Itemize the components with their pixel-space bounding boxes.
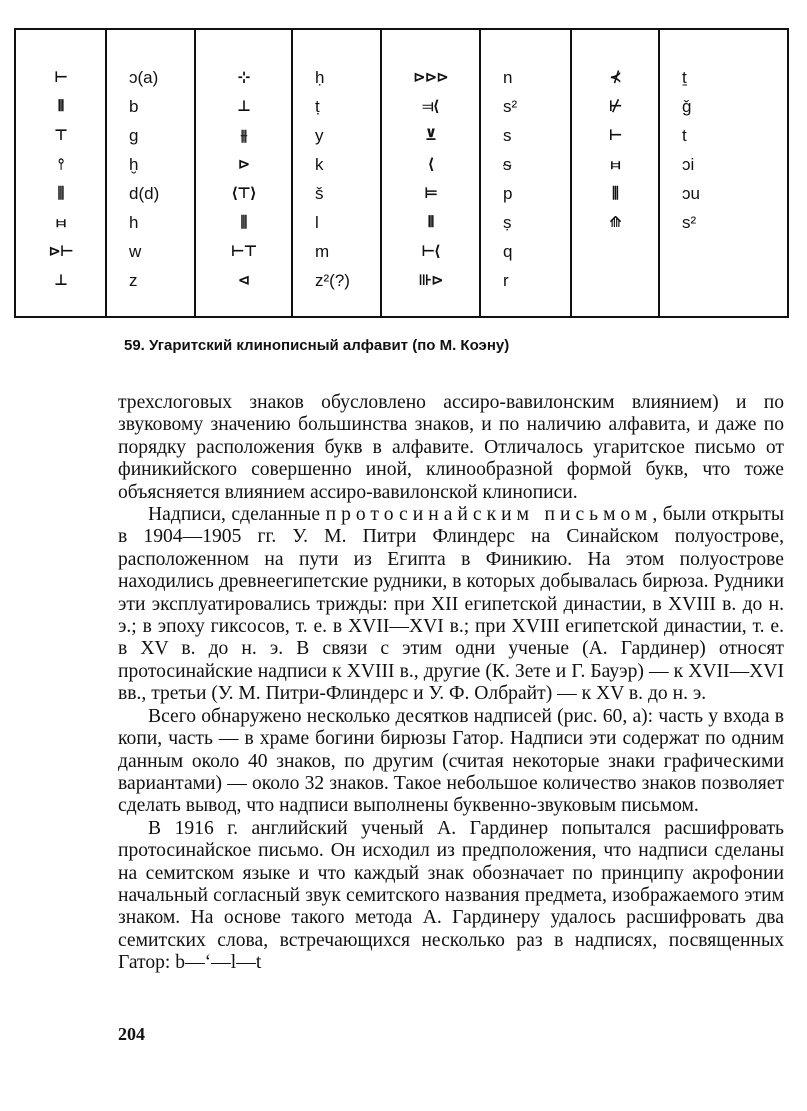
- body-text: [118, 392, 784, 975]
- table-column-3: [196, 30, 293, 316]
- transliteration: ǧ: [682, 97, 692, 116]
- transliteration: y: [315, 126, 324, 145]
- table-column-4: [293, 30, 382, 316]
- transliteration: ɔi: [682, 155, 695, 174]
- transliteration: r: [503, 271, 509, 290]
- paragraph: [118, 706, 784, 818]
- cuneiform-sign: ⫼: [57, 184, 64, 202]
- alphabet-table: [14, 28, 789, 318]
- transliteration: t: [682, 126, 687, 145]
- table-column-2: [107, 30, 196, 316]
- text-run: трехслоговых знаков обусловлено ассиро-вавилонским влиянием) и по звуковому значению большинства знаков, и по наличию алфавита, и даже по порядку расположения букв в алфавите. Отличалось угаритское письмо от финикийского совершенно иной, клинообразной формой букв, что тоже объясняется влиянием ассиро-вавилонской клинописи.: [118, 392, 784, 503]
- cuneiform-sign: ⧦: [56, 213, 65, 231]
- cuneiform-sign: ⫼: [612, 184, 618, 202]
- cuneiform-sign: ⊻: [424, 126, 437, 144]
- cuneiform-sign: ⫯: [57, 155, 64, 173]
- transliteration: ᵴ: [503, 155, 512, 174]
- transliteration: s²: [503, 97, 518, 116]
- text-run: В 1916 г. английский ученый А. Гардинер попытался расшифровать протосинайское письмо. Он исходил из предположения, что надписи сделаны на семитском языке и что каждый знак обозначает по принципу акрофонии начальный согласный звук семитского названия предмета, изображаемого этим знаком. На основе такого метода А. Гардинеру удалось расшифровать два семитских слова, встречающихся несколько раз в надписях, посвященных Гатор: b—‘—l—t: [118, 817, 784, 974]
- cuneiform-sign: ⊀: [609, 68, 621, 86]
- transliteration: p: [503, 184, 513, 203]
- cuneiform-sign: ⊢: [608, 126, 622, 144]
- page-number: 204: [118, 1024, 145, 1044]
- table-column-7: [572, 30, 660, 316]
- cuneiform-sign: ⟨: [427, 155, 434, 173]
- cuneiform-sign: ⊬: [608, 97, 622, 115]
- transliteration: g: [129, 126, 139, 145]
- cuneiform-sign: ⊪⊳: [418, 271, 443, 289]
- transliteration: ṣ: [503, 213, 512, 232]
- cuneiform-sign: ⊨: [424, 184, 437, 202]
- transliteration: ɔu: [682, 184, 700, 203]
- table-column-8: [660, 30, 759, 316]
- cuneiform-sign: ⊹: [237, 68, 250, 86]
- cuneiform-sign: ⫼: [240, 213, 247, 231]
- cuneiform-sign: ⟨⊤⟩: [231, 184, 256, 202]
- cuneiform-sign: ⊢⊤: [230, 242, 257, 260]
- transliteration: s²: [682, 213, 697, 232]
- cuneiform-sign: ⫵: [240, 126, 247, 144]
- transliteration: k: [315, 155, 324, 174]
- cuneiform-sign: ⊢: [54, 68, 67, 86]
- text-run: Надписи, сделанные: [148, 504, 326, 526]
- cuneiform-sign: ⟰: [609, 213, 621, 231]
- cuneiform-sign: ⊥: [237, 97, 250, 115]
- cuneiform-sign: ⊥: [54, 271, 67, 289]
- cuneiform-sign: ⊤: [54, 126, 67, 144]
- text-run: Всего обнаружено несколько десятков надписей (рис. 60, а): часть у входа в копи, часть — в храме богини бирюзы Гатор. Надписи эти содержат по одним данным около 40 знаков, по другим (считая некоторые знаки графическими вариантами) — около 32 знаков. Такое небольшое количество знаков позволяет сделать вывод, что надписи выполнены буквенно-звуковым письмом.: [118, 705, 784, 817]
- cuneiform-sign: ⊳⊢: [48, 242, 73, 260]
- transliteration: z²(?): [315, 271, 350, 290]
- cuneiform-sign: ⫤⟨: [422, 97, 439, 115]
- transliteration: ḫ: [129, 155, 139, 174]
- cuneiform-sign: ⫴: [427, 213, 434, 231]
- table-column-1: [16, 30, 107, 316]
- transliteration: ḥ: [315, 68, 325, 87]
- transliteration: m: [315, 242, 330, 261]
- text-run: , были открыты в 1904—1905 гг. У. М. Питри Флиндерс на Синайском полуострове, расположенном на пути из Египта в Финикию. На этом полуострове находились древнеегипетские рудники, в которых добывалась бирюза. Рудники эти эксплуатировались трижды: при XII египетской династии, в XVIII в. до н. э.; в эпоху гиксосов, т. е. в XVII—XVI в.; при XVIII египетской династии, т. е. в XV в. до н. э. В связи с этим одни ученые (А. Гардинер) относят протосинайские надписи к XVIII в., другие (К. Зете и Г. Бауэр) — к XVII—XVI вв., третьи (У. М. Питри-Флиндерс и У. Ф. Олбрайт) — к XV в. до н. э.: [118, 504, 784, 705]
- transliteration: h: [129, 213, 139, 232]
- cuneiform-sign: ⊳⊳⊳: [413, 68, 448, 86]
- transliteration: b: [129, 97, 139, 116]
- paragraph: [118, 818, 784, 975]
- table-column-5: [382, 30, 481, 316]
- cuneiform-sign: ⊲: [237, 271, 250, 289]
- table-column-6: [481, 30, 572, 316]
- cuneiform-sign: ⊢⟨: [421, 242, 440, 260]
- transliteration: l: [315, 213, 319, 232]
- transliteration: n: [503, 68, 513, 87]
- transliteration: ṭ: [315, 97, 320, 116]
- transliteration: q: [503, 242, 513, 261]
- transliteration: d(d): [129, 184, 160, 203]
- cuneiform-sign: ⫴: [57, 97, 64, 115]
- paragraph: [118, 392, 784, 504]
- transliteration: š: [315, 184, 324, 203]
- transliteration: z: [129, 271, 138, 290]
- emphasized-term: протосинайским письмом: [325, 504, 653, 526]
- transliteration: w: [129, 242, 142, 261]
- transliteration: ṯ: [682, 68, 687, 87]
- cuneiform-sign: ⧦: [610, 155, 620, 173]
- paragraph: [118, 504, 784, 706]
- cuneiform-sign: ⊳: [237, 155, 250, 173]
- transliteration: s: [503, 126, 512, 145]
- figure-caption: 59. Угаритский клинописный алфавит (по М. Коэну): [124, 337, 510, 354]
- transliteration: ɔ(a): [129, 68, 159, 87]
